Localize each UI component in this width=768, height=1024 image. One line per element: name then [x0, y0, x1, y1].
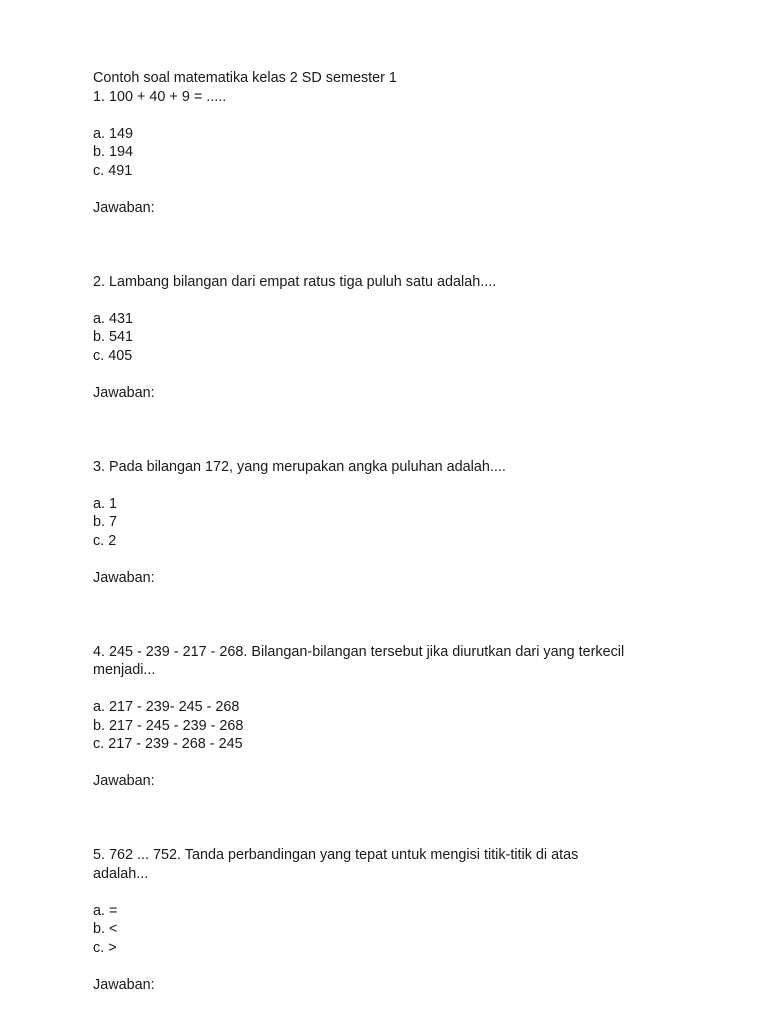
option-b: b. <: [93, 921, 118, 937]
question-text: 4. 245 - 239 - 217 - 268. Bilangan-bilangan tersebut jika diurutkan dari yang terkecil: [93, 643, 625, 660]
question-text-continued: menjadi...: [93, 662, 156, 678]
question-1: [93, 88, 693, 218]
option-c: c. >: [93, 939, 117, 956]
question-5: [93, 846, 693, 994]
option-a: a. 217 - 239- 245 - 268: [93, 699, 240, 715]
question-text-continued: adalah...: [93, 865, 149, 882]
question-text: 1. 100 + 40 + 9 = .....: [93, 88, 227, 105]
option-b: b. 541: [93, 329, 134, 345]
question-text: 2. Lambang bilangan dari empat ratus tiga puluh satu adalah....: [93, 273, 497, 290]
option-c: c. 2: [93, 532, 117, 549]
question-text: 5. 762 ... 752. Tanda perbandingan yang tepat untuk mengisi titik-titik di atas: [93, 847, 579, 863]
answer-label: Jawaban:: [93, 199, 155, 216]
option-b: b. 7: [93, 514, 118, 530]
option-b: b. 217 - 245 - 239 - 268: [93, 717, 244, 734]
option-c: c. 405: [93, 347, 133, 364]
option-a: a. 431: [93, 310, 134, 327]
answer-label: Jawaban:: [93, 384, 155, 401]
option-c: c. 217 - 239 - 268 - 245: [93, 736, 243, 752]
option-a: a. 1: [93, 495, 118, 512]
answer-label: Jawaban:: [93, 976, 155, 993]
option-c: c. 491: [93, 162, 133, 179]
question-2: [93, 273, 693, 403]
document-title: Contoh soal matematika kelas 2 SD semester 1: [93, 70, 397, 86]
question-4: [93, 643, 693, 791]
answer-label: Jawaban:: [93, 773, 155, 789]
option-b: b. 194: [93, 144, 134, 160]
question-text: 3. Pada bilangan 172, yang merupakan angka puluhan adalah....: [93, 458, 506, 475]
option-a: a. 149: [93, 125, 134, 142]
option-a: a. =: [93, 902, 118, 919]
answer-label: Jawaban:: [93, 569, 155, 586]
question-3: [93, 458, 693, 588]
document-page: [93, 69, 693, 994]
